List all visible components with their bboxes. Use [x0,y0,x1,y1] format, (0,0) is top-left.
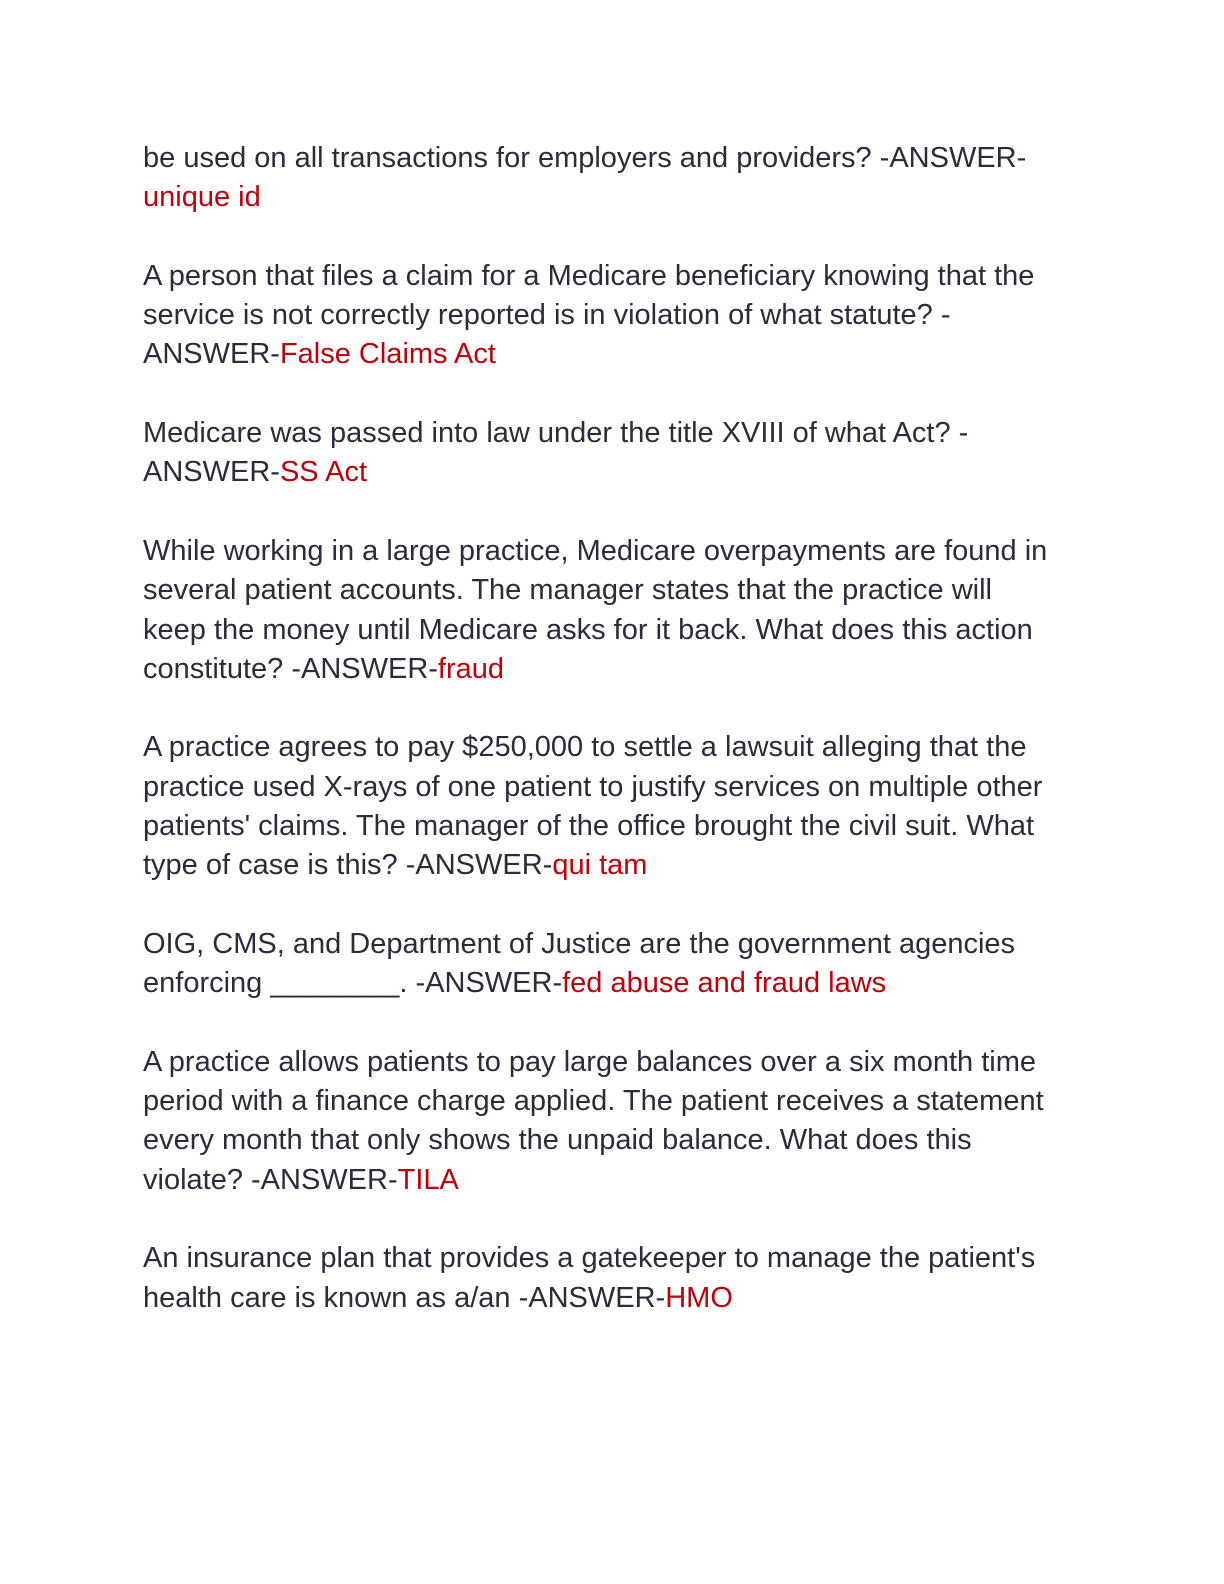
answer-text: unique id [143,181,261,214]
qa-item-8: An insurance plan that provides a gatekeeper to manage the patient's health care is known as a/an -ANSWER-HMO [143,1242,1036,1314]
qa-item-4: While working in a large practice, Medicare overpayments are found in several patient accounts. The manager states that the practice will keep the money until Medicare asks for it back. What does this action constitute? -ANSWER-fraud [143,534,1048,685]
qa-item-6: OIG, CMS, and Department of Justice are the government agencies enforcing ________. -ANSWER-fed abuse and fraud laws [143,927,1016,1000]
document-body [143,139,1103,1357]
qa-item-5: A practice agrees to pay $250,000 to settle a lawsuit alleging that the practice used X-rays of one patient to justify services on multiple other patients' claims. The manager of the office brought the civil suit. What type of case is this? -ANSWER-qui tam [143,731,1043,882]
qa-item-2: A person that files a claim for a Medicare beneficiary knowing that the service is not correctly reported is in violation of what statute? - ANSWER-False Claims Act [143,259,1035,371]
answer-text: TILA [397,1163,459,1196]
answer-text: qui tam [552,849,648,882]
qa-item-7: A practice allows patients to pay large balances over a six month time period with a finance charge applied. The patient receives a statement every month that only shows the unpaid balance. What does this violate? -ANSWER-TILA [143,1045,1044,1196]
qa-item-3: Medicare was passed into law under the title XVIII of what Act? - ANSWER-SS Act [143,417,969,489]
answer-text: SS Act [279,456,367,489]
answer-text: fed abuse and fraud laws [562,967,887,1000]
answer-text: False Claims Act [279,338,496,371]
answer-text: fraud [437,652,505,685]
question-text: be used on all transactions for employers and providers? -ANSWER- [143,142,1027,174]
qa-item-1 [143,139,1103,218]
answer-text: HMO [665,1281,733,1314]
